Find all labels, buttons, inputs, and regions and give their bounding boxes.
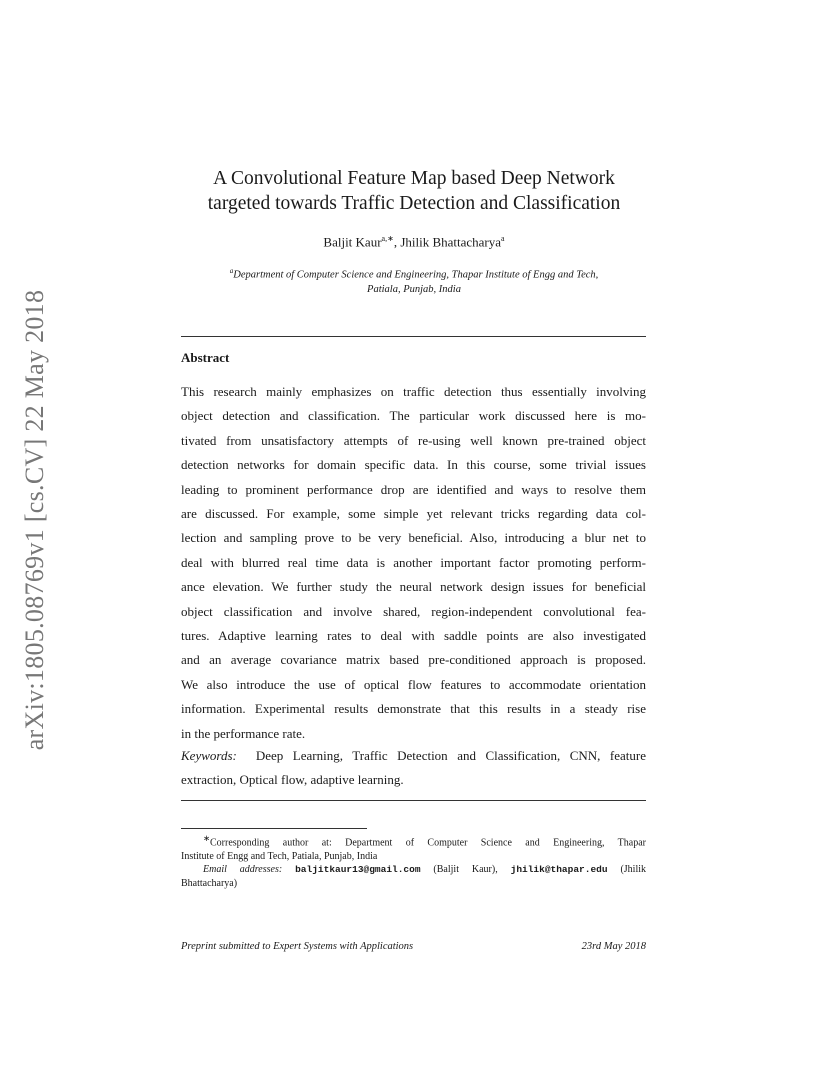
author-list <box>150 234 678 250</box>
abstract-line: deal with blurred real time data is another important factor promoting perform- <box>181 554 646 570</box>
keywords-label: Keywords: <box>181 748 237 763</box>
footer-preprint-note: Preprint submitted to Expert Systems with Applications <box>181 941 414 952</box>
title-line-2: targeted towards Traffic Detection and Classification <box>207 193 621 214</box>
footnote-last-line: Bhattacharya) <box>181 877 238 889</box>
top-divider <box>181 336 646 337</box>
abstract-line: This research mainly emphasizes on traffic detection thus essentially involving <box>181 384 646 399</box>
paper-title <box>150 166 678 216</box>
corresponding-line-2: Institute of Engg and Tech, Patiala, Punjab, India <box>181 850 378 862</box>
email-link-2[interactable]: jhilik@thapar.edu <box>510 864 608 876</box>
author-1-name: Baljit Kaur <box>323 234 382 250</box>
abstract-line: leading to prominent performance drop are identified and ways to resolve them <box>181 481 646 497</box>
keywords-line-1: Deep Learning, Traffic Detection and Classification, CNN, feature <box>255 748 646 763</box>
page-footer <box>181 941 646 952</box>
email-label: Email addresses: <box>203 864 283 876</box>
footer-date: 23rd May 2018 <box>581 941 646 952</box>
abstract-line: and an average covariance matrix based pre-conditioned approach is proposed. <box>181 652 646 668</box>
affiliation-mark: a <box>229 267 234 275</box>
abstract-line: in the performance rate. <box>181 725 306 741</box>
bottom-divider <box>181 800 646 801</box>
abstract-line: object classification and involve shared, region-independent convolutional fea- <box>181 603 646 619</box>
abstract-line: tivated from unsatisfactory attempts of re-using well known pre-trained object <box>181 432 646 448</box>
keywords <box>181 744 646 793</box>
email-2-owner: (Jhilik <box>607 864 647 876</box>
footnote-divider <box>181 828 367 829</box>
footnote <box>181 832 646 890</box>
affiliation-line-2: Patiala, Punjab, India <box>367 283 461 295</box>
author-separator: , <box>393 234 401 250</box>
corresponding-line-1: Corresponding author at: Department of Computer Science and Engineering, Thapar <box>209 837 646 849</box>
author-2-marks: a <box>501 234 505 243</box>
footnote-mark: ∗ <box>203 834 210 843</box>
abstract-heading: Abstract <box>181 350 230 365</box>
title-line-1: A Convolutional Feature Map based Deep Network <box>213 168 615 189</box>
email-link-1[interactable]: baljitkaur13@gmail.com <box>295 864 421 876</box>
abstract-line: are discussed. For example, some simple yet relevant tricks regarding data col- <box>181 506 646 522</box>
abstract-line: information. Experimental results demonstrate that this results in a steady rise <box>181 701 646 717</box>
email-1-owner: (Baljit Kaur), <box>420 864 511 876</box>
affiliation <box>150 264 678 297</box>
author-2-name: Jhilik Bhattacharya <box>400 234 502 250</box>
author-1-marks: a,∗ <box>381 234 394 243</box>
abstract-line: We also introduce the use of optical flow features to accommodate orientation <box>181 676 646 692</box>
abstract-line: lection and sampling prove to be very beneficial. Also, introducing a blur net to <box>181 530 646 546</box>
arxiv-identifier: arXiv:1805.08769v1 [cs.CV] 22 May 2018 <box>20 289 49 751</box>
keywords-line-2: extraction, Optical flow, adaptive learning. <box>181 772 404 788</box>
abstract-line: object detection and classification. The particular work discussed here is mo- <box>181 408 646 424</box>
abstract-body <box>181 380 646 746</box>
abstract-line: tures. Adaptive learning rates to deal with saddle points are also investigated <box>181 628 646 644</box>
abstract-line: ance elevation. We further study the neural network design issues for beneficial <box>181 579 646 595</box>
abstract-line: detection networks for domain specific data. In this course, some trivial issues <box>181 457 646 473</box>
affiliation-line-1: Department of Computer Science and Engineering, Thapar Institute of Engg and Tech, <box>233 269 599 281</box>
